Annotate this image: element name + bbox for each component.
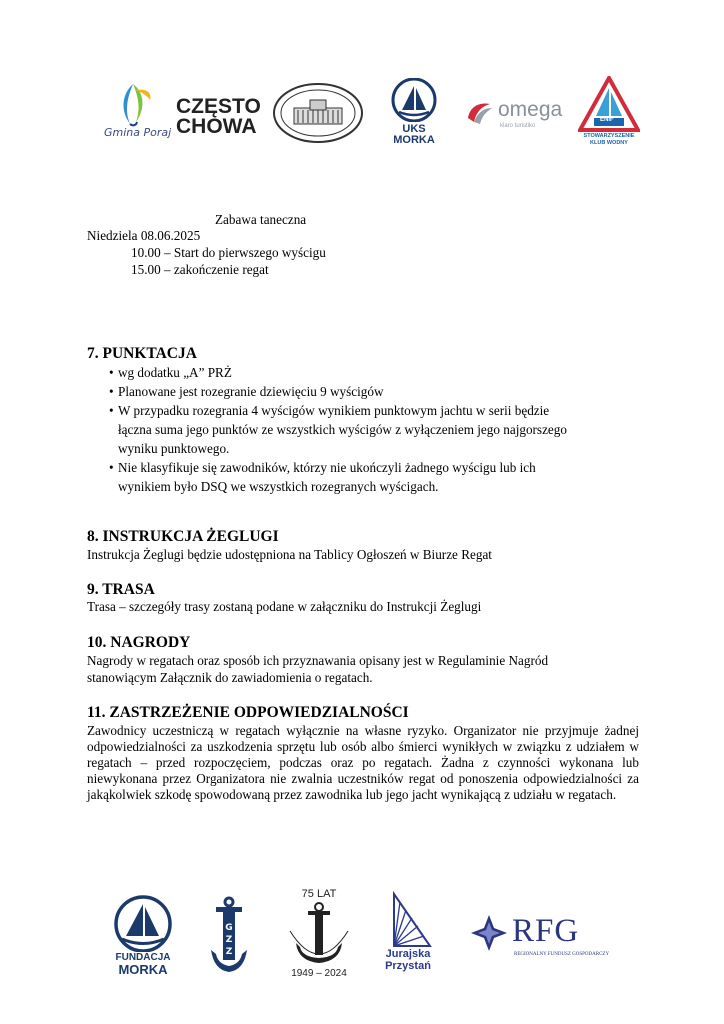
anniversary-years: 1949 – 2024 xyxy=(291,968,347,979)
fundacja-sailboat-icon xyxy=(110,894,176,952)
list-item: • Planowane jest rozegranie dziewięciu 9 wyścigów xyxy=(109,384,384,399)
czestochowa-line-2: CHOWA xyxy=(176,115,257,138)
section-10-line-1: Nagrody w regatach oraz sposób ich przyznawania opisany jest w Regulaminie Nagród xyxy=(87,653,549,668)
uks-morka-logo xyxy=(390,78,438,150)
list-item-continuation xyxy=(87,439,567,458)
gozz-anchor-logo xyxy=(208,896,250,976)
czestochowa-logo xyxy=(176,95,261,138)
anniversary-logo xyxy=(284,888,354,980)
list-item-continuation xyxy=(87,477,567,496)
top-logo-strip xyxy=(0,72,724,172)
bullet-text: W przypadku rozegrania 4 wyścigów wynikiem punktowym jachtu w serii będzie xyxy=(118,403,550,418)
jurajska-line-1: Jurajska xyxy=(385,948,431,960)
rfg-logo xyxy=(470,914,610,964)
list-item-continuation xyxy=(87,420,567,439)
section-10-title: 10. NAGRODY xyxy=(87,634,191,651)
enif-triangle-icon xyxy=(578,76,640,132)
fundacja-line-2: MORKA xyxy=(118,962,168,977)
jurajska-line-2: Przystań xyxy=(385,960,431,972)
omega-name: omega xyxy=(498,98,563,121)
schedule-start: 10.00 – Start do pierwszego wyścigu xyxy=(131,245,326,260)
rfg-subtitle: REGIONALNY FUNDUSZ GOSPODARCZY xyxy=(514,952,610,957)
rfg-name: RFG xyxy=(512,913,580,949)
building-seal-icon xyxy=(272,82,364,144)
section-10-line-2: stanowiącym Załącznik do zawiadomienia o regatach. xyxy=(87,670,373,685)
anniversary-title: 75 LAT xyxy=(301,888,337,900)
schedule-item-dance: Zabawa taneczna xyxy=(215,212,307,227)
omega-mark-icon xyxy=(464,98,494,126)
bullet-text: wynikiem było DSQ we wszystkich rozegranych wyścigach. xyxy=(118,479,439,494)
uks-line-1: UKS xyxy=(402,123,426,135)
list-item: • Nie klasyfikuje się zawodników, którzy nie ukończyli żadnego wyścigu lub ich xyxy=(109,460,536,475)
schedule-end: 15.00 – zakończenie regat xyxy=(131,262,269,277)
uks-line-2: MORKA xyxy=(393,134,435,146)
jurajska-sail-icon xyxy=(380,890,436,950)
bullet-text: wyniku punktowego. xyxy=(118,441,230,456)
svg-text:Z: Z xyxy=(225,947,233,957)
jurajska-przystan-logo xyxy=(380,890,436,978)
enif-sub-1: STOWARZYSZENIE xyxy=(583,133,635,139)
schedule-day: Niedziela 08.06.2025 xyxy=(87,228,201,243)
bullet-text: łączna suma jego punktów ze wszystkich wyścigów z wyłączeniem jego najgorszego xyxy=(118,422,567,437)
anniversary-anchor-icon xyxy=(284,901,354,969)
fundacja-line-1: FUNDACJA xyxy=(115,952,171,963)
section-11-title: 11. ZASTRZEŻENIE ODPOWIEDZIALNOŚCI xyxy=(87,704,409,721)
section-9-text: Trasa – szczegóły trasy zostaną podane w załączniku do Instrukcji Żeglugi xyxy=(87,599,482,614)
section-7-title: 7. PUNKTACJA xyxy=(87,345,197,362)
gmina-poraj-emblem-icon xyxy=(100,80,166,130)
list-item: • W przypadku rozegrania 4 wyścigów wynikiem punktowym jachtu w serii będzie xyxy=(109,403,550,418)
gmina-poraj-text: Gmina Poraj xyxy=(104,126,172,139)
enif-name: ENIF xyxy=(600,117,614,123)
section-7-bullets xyxy=(87,363,567,496)
bottom-logo-strip xyxy=(0,880,724,980)
czestochowa-line-1: CZĘSTO xyxy=(176,95,261,118)
omega-logo xyxy=(464,98,564,134)
bullet-text: wg dodatku „A” PRŻ xyxy=(118,365,232,380)
enif-logo xyxy=(578,76,640,154)
svg-text:Z: Z xyxy=(225,935,233,945)
section-11-text: Zawodnicy uczestniczą w regatach wyłącznie na własne ryzyko. Organizator nie przyjmuje żadnej odpowiedzialności za uszkodzenia sprzętu lub osób albo śmierci wynikłych w związku z udziałem w regatach – przed rozpoczęciem, podczas oraz po regatach. Żadna z czynności wykonana lub niewykonana przez Organizatora nie zwalnia uczestników regat od ponoszenia odpowiedzialności za jakąkolwiek szkodę spowodowaną przez zawodnika lub jego jacht wynikającą z udziału w regatach. xyxy=(87,723,639,802)
section-8-title: 8. INSTRUKCJA ŻEGLUGI xyxy=(87,528,279,545)
anchor-icon xyxy=(208,896,250,976)
gmina-poraj-logo xyxy=(100,80,172,148)
rfg-star-icon xyxy=(470,914,508,952)
svg-text:G: G xyxy=(225,923,233,933)
list-item: • wg dodatku „A” PRŻ xyxy=(109,365,232,380)
bullet-text: Planowane jest rozegranie dziewięciu 9 wyścigów xyxy=(118,384,384,399)
section-9-title: 9. TRASA xyxy=(87,581,155,598)
fundacja-morka-logo xyxy=(110,894,176,980)
bullet-text: Nie klasyfikuje się zawodników, którzy nie ukończyli żadnego wyścigu lub ich xyxy=(118,460,536,475)
enif-sub-2: KLUB WODNY xyxy=(590,140,628,146)
section-8-text: Instrukcja Żeglugi będzie udostępniona na Tablicy Ogłoszeń w Biurze Regat xyxy=(87,547,492,562)
omega-subtitle: klaro turistiko xyxy=(500,123,536,129)
uks-sailboat-icon xyxy=(390,78,438,122)
regional-office-seal xyxy=(272,82,364,144)
